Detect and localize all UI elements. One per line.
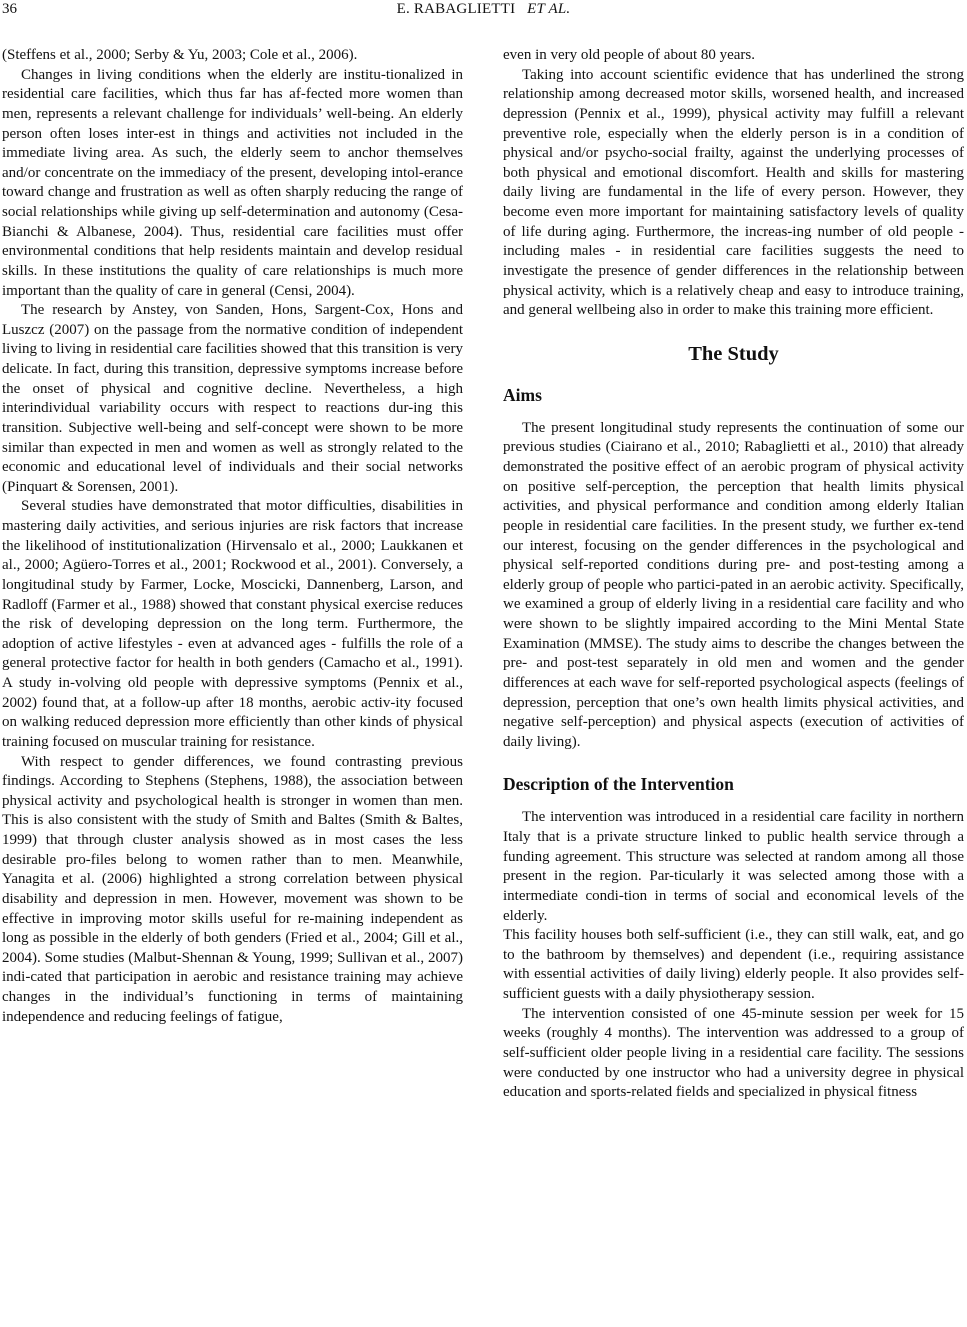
paragraph: (Steffens et al., 2000; Serby & Yu, 2003; Cole et al., 2006). (2, 47, 358, 63)
page-header (0, 0, 967, 30)
paragraph: The present longitudinal study represents the continuation of some our previous studies (Ciairano et al., 2010; Rabaglietti et al., 2010) that already demonstrated the positive effect of an aerobic program of physical activity on positive self-perception, the perception that health limits physical activities, and physical performance and condition among elderly Italian people in residential care facilities. In the present study, we further ex-tend our interest, focusing on the gender differences in the psychological and physical self-reported conditions during pre- and post-testing among a elderly group of people who partici-pated in an aerobic activity. Specifically, we examined a group of elderly living in a residential care facility and who were shown to be slightly impaired according to the Mini Mental State Examination (MMSE). The study aims to describe the changes between the pre- and post-test separately in old men and women and the gender differences at each wave for self-reported psychological aspects (feelings of depression, perception that one’s own health limits physical activities, and negative self-perception) and physical aspects (execution of activities of daily living). (503, 419, 964, 750)
running-head-etal: ET AL. (527, 1, 571, 17)
paragraph: Taking into account scientific evidence that has underlined the strong relationship among decreased motor skills, worsened health, and increased depression (Pennix et al., 1999), physical activity may fulfill a relevant preventive role, especially when the elderly person is in a condition of physical and/or psycho-social frailty, against the underlying processes of both physical and emotional discomfort. Health and skills for mastering daily living are fundamental in the life of every person. However, they become even more important for maintaining satisfactory levels of quality of life during aging. Furthermore, the increas-ing number of old people - including males - in residential care facilities suggests the need to investigate the presence of gender differences in the relationship between physical activity, which is a relatively cheap and easy to introduce training, and general wellbeing also in order to make this training more efficient. (503, 66, 964, 319)
paragraph: This facility houses both self-sufficient (i.e., they can still walk, eat, and go to the bathroom by themselves) and dependent (i.e., requiring assistance with essential activities of daily living) elderly people. It also provides self-sufficient guests with a daily physiotherapy session. (503, 927, 964, 1002)
paragraph: Several studies have demonstrated that motor difficulties, disabilities in mastering daily activities, and serious injuries are risk factors that increase the likelihood of institutionalization (Hirvensalo et al., 2000; Laukkanen et al., 2000; Agüero-Torres et al., 2001; Rockwood et al., 2001). Conversely, a longitudinal study by Farmer, Locke, Moscicki, Dannenberg, Larson, and Radloff (Farmer et al., 1988) showed that constant physical exercise reduces the risk of developing depression on the long term. Furthermore, the adoption of active lifestyles - even at advanced ages - fulfills the role of a general protective factor for health in both genders (Camacho et al., 1991). A study in-volving old people with depressive symptoms (Pennix et al., 2002) found that, at a follow-up after 18 months, aerobic activ-ity focused on walking reduced depression more efficiently than other kinds of physical training focused on muscular training for resistance. (2, 498, 463, 750)
paragraph: The intervention consisted of one 45-minute session per week for 15 weeks (roughly 4 months). The intervention was addressed to a group of self-sufficient older people living in a residential care facility. The sessions were conducted by one instructor who had a university degree in physical education and sports-related fields and specialized in physical fitness (503, 1005, 964, 1101)
right-column (503, 46, 964, 1103)
paragraph: Changes in living conditions when the elderly are institu-tionalized in residential care facilities, which thus far has af-fected more women than men, represents a relevant challenge for individuals’ well-being. An elderly person often loses inter-est in things and activities not included in the immediate living area. As such, the elderly seem to anchor themselves and/or concentrate on the immediacy of the present, developing intol-erance toward change and frustration as well as often sharply reducing the range of social relationships while giving up self-determination and autonomy (Cesa-Bianchi & Albanese, 2004). Thus, residential care facilities must offer environmental conditions that help residents maintain and develop residual skills. In these institutions the quality of care relationships is much more important than the quality of care in general (Censi, 2004). (2, 66, 463, 299)
subsection-title-aims: Aims (503, 384, 542, 405)
running-head-authors: E. RABAGLIETTI (396, 1, 516, 17)
paragraph: even in very old people of about 80 years. (503, 47, 756, 63)
section-title: The Study (688, 342, 779, 365)
left-column (2, 46, 463, 1027)
paragraph: The research by Anstey, von Sanden, Hons, Sargent-Cox, Hons and Luszcz (2007) on the passage from the normative condition of independent living to living in residential care facilities showed that this transition is very delicate. In fact, during this transition, depressive symptoms increase before the onset of physical and cognitive decline. Nevertheless, a high interindividual variability occurs with respect to reactions dur-ing this transition. Subjective well-being and self-concept were shown to be more similar than expected in men and women as well as strongly related to the economic and educational level of individuals and their social networks (Pinquart & Sorensen, 2001). (2, 302, 463, 495)
paragraph: The intervention was introduced in a residential care facility in northern Italy that is a private structure linked to public health service through a funding agreement. This structure was selected at random among all those present in the region. Par-ticularly it was selected among those with a intermediate condi-tion in terms of social and economical levels of the elderly. (503, 809, 964, 924)
subsection-title-intervention: Description of the Intervention (503, 774, 734, 795)
running-head (0, 1, 967, 18)
paragraph: With respect to gender differences, we found contrasting previous findings. According to Stephens (Stephens, 1988), the association between physical activity and psychological health is stronger in women than men. This is also consistent with the study of Smith and Baltes (Smith & Baltes, 1999) that through cluster analysis showed as in most cases the less desirable pro-files belong to women rather than to men. Meanwhile, Yanagita et al. (2006) highlighted a strong correlation between physical disability and depression in men. However, movement was shown to be effective in improving motor skills useful for re-maining independent as long as possible in the elderly of both genders (Fried et al., 2004; Gill et al., 2004). Some studies (Malbut-Shennan & Young, 1999; Sullivan et al., 2007) indi-cated that participation in aerobic and resistance training may achieve changes in the individual’s functioning in terms of maintaining independence and reducing feelings of fatigue, (2, 753, 463, 1025)
page-number: 36 (2, 1, 17, 17)
